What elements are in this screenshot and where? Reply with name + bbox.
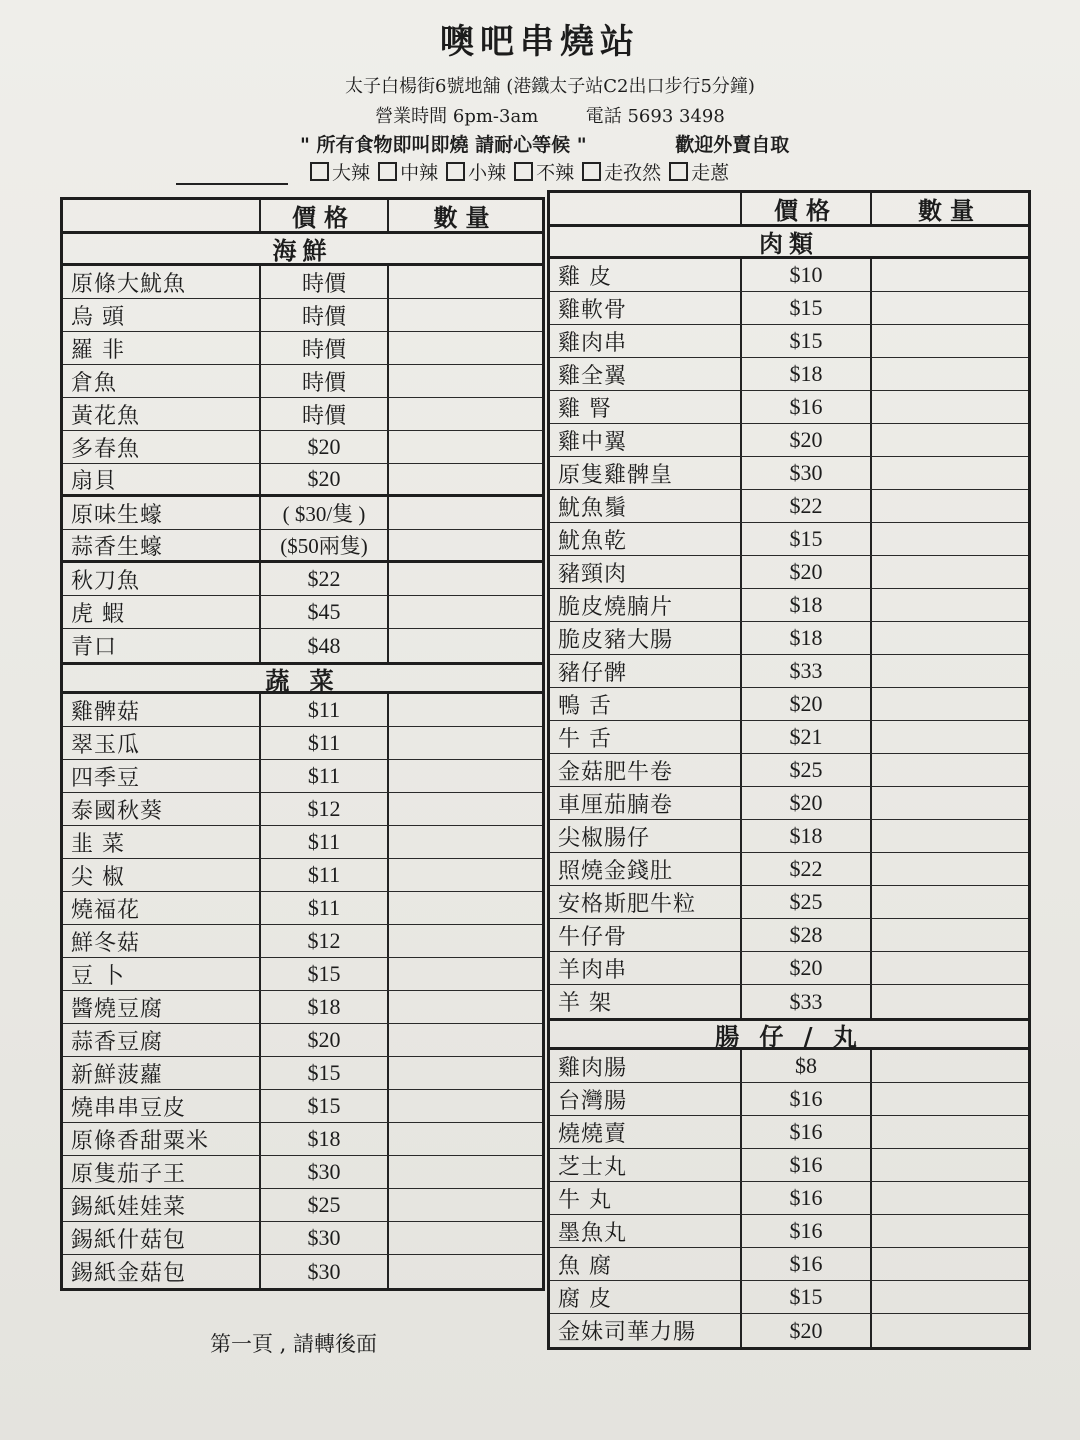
quantity-header: 數量 xyxy=(918,196,982,225)
menu-row xyxy=(63,431,542,464)
quantity-cell[interactable] xyxy=(872,1314,1028,1347)
quantity-cell[interactable] xyxy=(389,629,542,662)
quantity-cell[interactable] xyxy=(389,563,542,595)
menu-row xyxy=(550,1281,1028,1314)
menu-row xyxy=(63,530,542,563)
menu-row xyxy=(63,958,542,991)
quantity-cell[interactable] xyxy=(389,925,542,957)
quantity-cell[interactable] xyxy=(872,490,1028,522)
item-name: 翠玉瓜 xyxy=(63,727,261,759)
section-title: 海鮮 xyxy=(63,234,542,266)
quantity-cell[interactable] xyxy=(389,1123,542,1155)
menu-row xyxy=(63,596,542,629)
spice-option[interactable] xyxy=(310,158,370,185)
item-name: 豬仔髀 xyxy=(550,655,742,687)
menu-row xyxy=(550,721,1028,754)
menu-row xyxy=(63,859,542,892)
menu-row xyxy=(550,325,1028,358)
item-price: $18 xyxy=(742,358,872,390)
item-name: 車厘茄腩卷 xyxy=(550,787,742,819)
menu-row xyxy=(550,292,1028,325)
menu-row xyxy=(63,497,542,530)
restaurant-name: 噢吧串燒站 xyxy=(440,22,640,62)
menu-row xyxy=(550,259,1028,292)
item-price: $18 xyxy=(261,1123,389,1155)
item-name: 醬燒豆腐 xyxy=(63,991,261,1023)
item-price: $18 xyxy=(742,589,872,621)
item-name: 腐 皮 xyxy=(550,1281,742,1313)
item-name: 錫紙娃娃菜 xyxy=(63,1189,261,1221)
quantity-cell[interactable] xyxy=(872,853,1028,885)
quantity-cell[interactable] xyxy=(872,787,1028,819)
item-price: ( $30/隻 ) xyxy=(261,497,389,529)
price-header: 價格 xyxy=(742,193,872,224)
menu-row xyxy=(550,1083,1028,1116)
quantity-cell[interactable] xyxy=(389,1024,542,1056)
item-price: $45 xyxy=(261,596,389,628)
quantity-cell[interactable] xyxy=(389,431,542,463)
order-table-left xyxy=(60,197,545,1291)
quantity-cell[interactable] xyxy=(389,1222,542,1254)
item-price: $16 xyxy=(742,1116,872,1148)
item-price: 時價 xyxy=(261,266,389,298)
spice-option-label: 走孜然 xyxy=(604,162,662,184)
quantity-cell[interactable] xyxy=(389,1057,542,1089)
opening-hours: 營業時間 6pm-3am xyxy=(375,106,539,127)
item-price: $30 xyxy=(261,1156,389,1188)
menu-row xyxy=(63,464,542,497)
phone-number: 電話 5693 3498 xyxy=(585,106,725,127)
menu-row xyxy=(63,1057,542,1090)
item-name: 台灣腸 xyxy=(550,1083,742,1115)
menu-row xyxy=(550,952,1028,985)
spice-option-label: 大辣 xyxy=(332,162,371,184)
item-price: $16 xyxy=(742,1248,872,1280)
item-price: 時價 xyxy=(261,365,389,397)
item-name: 燒燒賣 xyxy=(550,1116,742,1148)
item-price: $15 xyxy=(742,1281,872,1313)
item-price: $16 xyxy=(742,1182,872,1214)
cook-to-order-notice: " 所有食物即叫即燒 請耐心等候 " xyxy=(300,134,587,156)
item-price: $15 xyxy=(261,958,389,990)
menu-row xyxy=(550,1248,1028,1281)
spice-option[interactable] xyxy=(669,158,729,185)
price-header: 價格 xyxy=(261,200,389,231)
table-header xyxy=(550,193,1028,227)
quantity-cell[interactable] xyxy=(872,820,1028,852)
item-name: 原條香甜粟米 xyxy=(63,1123,261,1155)
item-name: 韭 菜 xyxy=(63,826,261,858)
quantity-cell[interactable] xyxy=(872,391,1028,423)
item-price: $18 xyxy=(261,991,389,1023)
menu-row xyxy=(550,985,1028,1018)
menu-row xyxy=(63,892,542,925)
quantity-header: 數量 xyxy=(433,203,498,232)
item-price: $15 xyxy=(742,292,872,324)
quantity-cell[interactable] xyxy=(872,1050,1028,1082)
quantity-cell[interactable] xyxy=(389,793,542,825)
menu-row xyxy=(550,919,1028,952)
quantity-cell[interactable] xyxy=(389,958,542,990)
item-price: $20 xyxy=(261,431,389,463)
menu-row xyxy=(550,589,1028,622)
item-price: $15 xyxy=(261,1057,389,1089)
item-price: $16 xyxy=(742,391,872,423)
item-name: 脆皮豬大腸 xyxy=(550,622,742,654)
item-name: 牛 丸 xyxy=(550,1182,742,1214)
item-price: $10 xyxy=(742,259,872,291)
menu-row xyxy=(63,727,542,760)
menu-row xyxy=(63,760,542,793)
item-name: 魷魚乾 xyxy=(550,523,742,555)
checkbox[interactable] xyxy=(310,162,329,181)
item-price: $18 xyxy=(742,820,872,852)
spice-option-label: 不辣 xyxy=(536,162,575,184)
checkbox[interactable] xyxy=(446,162,465,181)
quantity-cell[interactable] xyxy=(872,1182,1028,1214)
item-name: 鮮冬菇 xyxy=(63,925,261,957)
item-price: $11 xyxy=(261,892,389,924)
quantity-cell[interactable] xyxy=(872,1281,1028,1313)
menu-row xyxy=(63,1090,542,1123)
quantity-cell[interactable] xyxy=(872,1248,1028,1280)
menu-row xyxy=(63,1156,542,1189)
quantity-cell[interactable] xyxy=(872,457,1028,489)
item-name: 原隻茄子王 xyxy=(63,1156,261,1188)
item-price: $16 xyxy=(742,1083,872,1115)
item-name: 安格斯肥牛粒 xyxy=(550,886,742,918)
menu-row xyxy=(63,826,542,859)
quantity-cell[interactable] xyxy=(872,952,1028,984)
menu-row xyxy=(63,1123,542,1156)
quantity-cell[interactable] xyxy=(389,596,542,628)
item-name: 原隻雞髀皇 xyxy=(550,457,742,489)
item-name: 四季豆 xyxy=(63,760,261,792)
item-name: 雞肉腸 xyxy=(550,1050,742,1082)
quantity-cell[interactable] xyxy=(872,424,1028,456)
quantity-cell[interactable] xyxy=(389,1189,542,1221)
quantity-cell[interactable] xyxy=(389,398,542,430)
item-price: $20 xyxy=(261,464,389,494)
spice-option-label: 小辣 xyxy=(468,162,507,184)
menu-row xyxy=(550,1182,1028,1215)
item-price: $16 xyxy=(742,1149,872,1181)
item-price: $20 xyxy=(742,556,872,588)
spice-options xyxy=(176,158,876,190)
item-price: $33 xyxy=(742,655,872,687)
quantity-cell[interactable] xyxy=(872,523,1028,555)
item-price: $28 xyxy=(742,919,872,951)
menu-row xyxy=(63,1222,542,1255)
quantity-cell[interactable] xyxy=(389,332,542,364)
item-price: $11 xyxy=(261,760,389,792)
item-name: 雞中翼 xyxy=(550,424,742,456)
menu-row xyxy=(550,886,1028,919)
menu-row xyxy=(550,688,1028,721)
item-name: 錫紙什菇包 xyxy=(63,1222,261,1254)
menu-row xyxy=(63,991,542,1024)
item-price: $25 xyxy=(261,1189,389,1221)
menu-row xyxy=(63,299,542,332)
quantity-cell[interactable] xyxy=(872,292,1028,324)
quantity-cell[interactable] xyxy=(872,325,1028,357)
item-name: 錫紙金菇包 xyxy=(63,1255,261,1288)
item-name: 扇貝 xyxy=(63,464,261,494)
menu-row xyxy=(550,523,1028,556)
item-name: 倉魚 xyxy=(63,365,261,397)
item-name: 魷魚鬚 xyxy=(550,490,742,522)
item-price: $20 xyxy=(742,787,872,819)
item-name: 羅 非 xyxy=(63,332,261,364)
item-name: 新鮮菠蘿 xyxy=(63,1057,261,1089)
menu-row xyxy=(63,629,542,662)
item-name: 多春魚 xyxy=(63,431,261,463)
menu-row xyxy=(63,563,542,596)
quantity-cell[interactable] xyxy=(389,760,542,792)
menu-row xyxy=(63,925,542,958)
menu-row xyxy=(63,1024,542,1057)
menu-row xyxy=(550,1116,1028,1149)
menu-row xyxy=(550,787,1028,820)
item-price: $12 xyxy=(261,793,389,825)
checkbox[interactable] xyxy=(582,162,601,181)
menu-row xyxy=(63,1255,542,1288)
item-price: $30 xyxy=(742,457,872,489)
item-price: $33 xyxy=(742,985,872,1018)
item-name: 墨魚丸 xyxy=(550,1215,742,1247)
menu-row xyxy=(550,358,1028,391)
item-price: $11 xyxy=(261,859,389,891)
quantity-cell[interactable] xyxy=(872,1149,1028,1181)
quantity-cell[interactable] xyxy=(389,530,542,560)
item-name: 鴨 舌 xyxy=(550,688,742,720)
item-price: $25 xyxy=(742,886,872,918)
quantity-cell[interactable] xyxy=(389,1255,542,1288)
menu-row xyxy=(63,694,542,727)
item-price: $18 xyxy=(742,622,872,654)
quantity-cell[interactable] xyxy=(872,1083,1028,1115)
item-price: 時價 xyxy=(261,299,389,331)
menu-row xyxy=(550,424,1028,457)
menu-row xyxy=(550,1050,1028,1083)
quantity-cell[interactable] xyxy=(872,622,1028,654)
item-price: $15 xyxy=(742,325,872,357)
item-price: 時價 xyxy=(261,332,389,364)
item-price: $15 xyxy=(261,1090,389,1122)
item-price: $22 xyxy=(742,853,872,885)
item-name: 脆皮燒腩片 xyxy=(550,589,742,621)
item-name: 蒜香豆腐 xyxy=(63,1024,261,1056)
item-name: 烏 頭 xyxy=(63,299,261,331)
item-name: 尖椒腸仔 xyxy=(550,820,742,852)
item-price: $20 xyxy=(742,952,872,984)
item-name: 雞 腎 xyxy=(550,391,742,423)
item-price: $30 xyxy=(261,1222,389,1254)
menu-row xyxy=(550,1149,1028,1182)
item-price: $22 xyxy=(261,563,389,595)
item-name: 牛 舌 xyxy=(550,721,742,753)
quantity-cell[interactable] xyxy=(872,589,1028,621)
item-name: 羊 架 xyxy=(550,985,742,1018)
quantity-cell[interactable] xyxy=(872,754,1028,786)
item-name: 原味生蠔 xyxy=(63,497,261,529)
menu-row xyxy=(550,754,1028,787)
item-price: 時價 xyxy=(261,398,389,430)
quantity-cell[interactable] xyxy=(872,688,1028,720)
menu-row xyxy=(63,266,542,299)
section-title: 蔬 菜 xyxy=(63,662,542,694)
quantity-cell[interactable] xyxy=(389,1156,542,1188)
menu-row xyxy=(550,391,1028,424)
spice-option[interactable] xyxy=(582,158,661,185)
checkbox[interactable] xyxy=(514,162,533,181)
item-name: 照燒金錢肚 xyxy=(550,853,742,885)
menu-row xyxy=(550,655,1028,688)
quantity-cell[interactable] xyxy=(872,358,1028,390)
item-price: $21 xyxy=(742,721,872,753)
table-header xyxy=(63,200,542,234)
quantity-cell[interactable] xyxy=(389,299,542,331)
item-name: 原條大魷魚 xyxy=(63,266,261,298)
item-name: 雞 皮 xyxy=(550,259,742,291)
item-price: $11 xyxy=(261,694,389,726)
quantity-cell[interactable] xyxy=(389,365,542,397)
item-name: 金妹司華力腸 xyxy=(550,1314,742,1347)
item-name: 豆 卜 xyxy=(63,958,261,990)
item-name: 雞全翼 xyxy=(550,358,742,390)
quantity-cell[interactable] xyxy=(872,1116,1028,1148)
quantity-cell[interactable] xyxy=(872,259,1028,291)
menu-row xyxy=(63,398,542,431)
item-name: 黃花魚 xyxy=(63,398,261,430)
page-footer: 第一頁 , 請轉後面 xyxy=(210,1332,378,1356)
checkbox[interactable] xyxy=(669,162,688,181)
quantity-cell[interactable] xyxy=(389,266,542,298)
item-name: 秋刀魚 xyxy=(63,563,261,595)
menu-row xyxy=(63,365,542,398)
item-price: $20 xyxy=(742,424,872,456)
quantity-cell[interactable] xyxy=(872,985,1028,1018)
spice-option[interactable] xyxy=(446,158,506,185)
address-line: 太子白楊街6號地舖 (港鐵太子站C2出口步行5分鐘) xyxy=(345,76,755,97)
item-name: 雞肉串 xyxy=(550,325,742,357)
item-name: 青口 xyxy=(63,629,261,662)
item-price: $11 xyxy=(261,727,389,759)
item-price: $20 xyxy=(742,1314,872,1347)
menu-row xyxy=(550,1215,1028,1248)
quantity-cell[interactable] xyxy=(872,655,1028,687)
item-price: $20 xyxy=(261,1024,389,1056)
item-price: $16 xyxy=(742,1215,872,1247)
item-price: $8 xyxy=(742,1050,872,1082)
checkbox[interactable] xyxy=(378,162,397,181)
spice-option[interactable] xyxy=(514,158,574,185)
section-title: 腸 仔 / 丸 xyxy=(550,1018,1028,1050)
item-price: $11 xyxy=(261,826,389,858)
order-table-right xyxy=(547,190,1031,1350)
takeaway-notice: 歡迎外賣自取 xyxy=(675,134,790,156)
spice-option-label: 走蔥 xyxy=(691,162,730,184)
quantity-cell[interactable] xyxy=(389,727,542,759)
menu-row xyxy=(550,622,1028,655)
notice-line xyxy=(300,130,789,157)
menu-row xyxy=(63,332,542,365)
item-price: $15 xyxy=(742,523,872,555)
quantity-cell[interactable] xyxy=(389,859,542,891)
item-name: 尖 椒 xyxy=(63,859,261,891)
item-price: $22 xyxy=(742,490,872,522)
menu-row xyxy=(550,820,1028,853)
quantity-cell[interactable] xyxy=(872,1215,1028,1247)
item-price: $12 xyxy=(261,925,389,957)
menu-row xyxy=(550,1314,1028,1347)
quantity-cell[interactable] xyxy=(389,1090,542,1122)
quantity-cell[interactable] xyxy=(389,991,542,1023)
item-name: 蒜香生蠔 xyxy=(63,530,261,560)
menu-row xyxy=(63,1189,542,1222)
quantity-cell[interactable] xyxy=(872,886,1028,918)
item-price: $25 xyxy=(742,754,872,786)
quantity-cell[interactable] xyxy=(389,826,542,858)
quantity-cell[interactable] xyxy=(872,556,1028,588)
quantity-cell[interactable] xyxy=(389,464,542,494)
item-price: ($50兩隻) xyxy=(261,530,389,560)
menu-row xyxy=(550,556,1028,589)
item-name: 泰國秋葵 xyxy=(63,793,261,825)
item-name: 雞髀菇 xyxy=(63,694,261,726)
menu-row xyxy=(550,490,1028,523)
menu-row xyxy=(63,793,542,826)
quantity-cell[interactable] xyxy=(389,892,542,924)
item-name: 虎 蝦 xyxy=(63,596,261,628)
quantity-cell[interactable] xyxy=(389,694,542,726)
item-price: $48 xyxy=(261,629,389,662)
item-name: 金菇肥牛卷 xyxy=(550,754,742,786)
spice-option-label: 中辣 xyxy=(400,162,439,184)
hours-phone-line xyxy=(0,102,1080,128)
quantity-cell[interactable] xyxy=(872,919,1028,951)
item-price: $20 xyxy=(742,688,872,720)
item-name: 豬頸肉 xyxy=(550,556,742,588)
section-title: 肉類 xyxy=(550,227,1028,259)
item-name: 牛仔骨 xyxy=(550,919,742,951)
item-price: $30 xyxy=(261,1255,389,1288)
menu-row xyxy=(550,457,1028,490)
spice-option[interactable] xyxy=(378,158,438,185)
item-name: 燒福花 xyxy=(63,892,261,924)
item-name: 魚 腐 xyxy=(550,1248,742,1280)
menu-row xyxy=(550,853,1028,886)
item-name: 燒串串豆皮 xyxy=(63,1090,261,1122)
item-name: 雞軟骨 xyxy=(550,292,742,324)
quantity-cell[interactable] xyxy=(389,497,542,529)
table-number-blank[interactable] xyxy=(176,161,288,185)
item-name: 芝士丸 xyxy=(550,1149,742,1181)
item-name: 羊肉串 xyxy=(550,952,742,984)
quantity-cell[interactable] xyxy=(872,721,1028,753)
